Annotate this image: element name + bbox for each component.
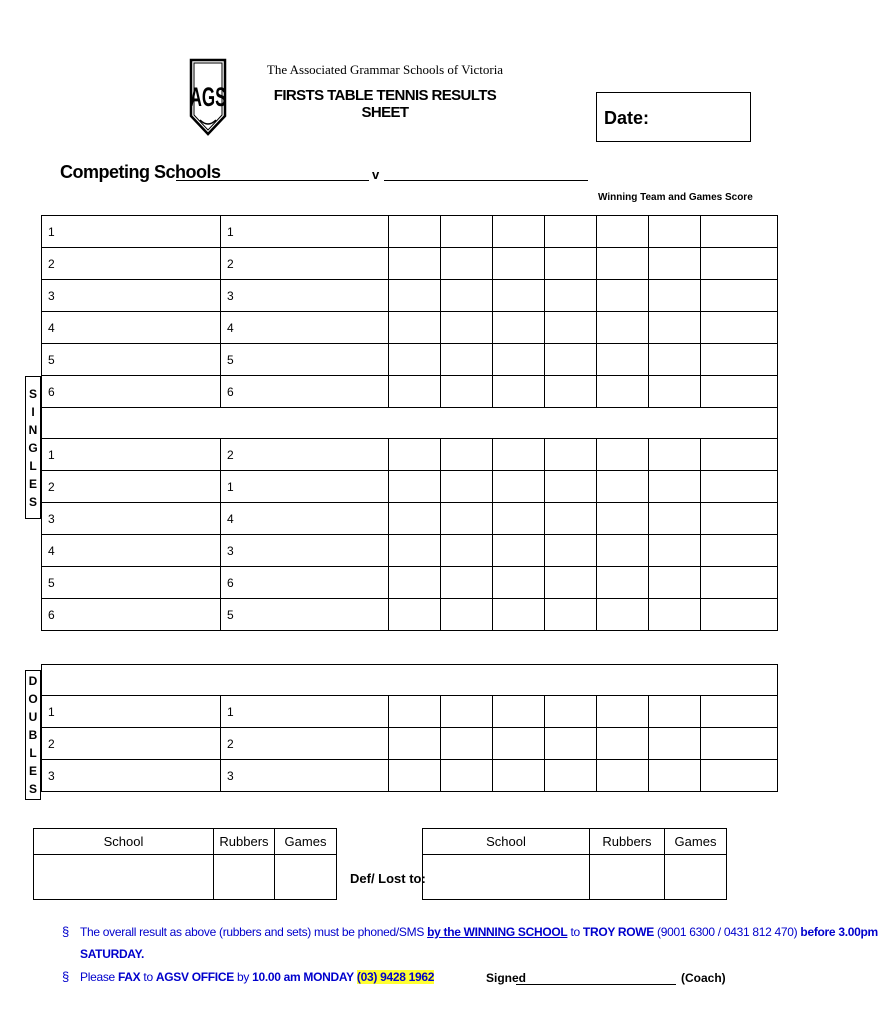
winning-team-cell[interactable] — [701, 696, 778, 728]
summary-table-left — [33, 828, 337, 900]
logo-text: AGS — [189, 80, 227, 112]
game-score-cell[interactable] — [545, 248, 597, 280]
game-score-cell[interactable] — [649, 567, 701, 599]
rubbers-header: Rubbers — [214, 829, 275, 855]
rubbers-header: Rubbers — [590, 829, 665, 855]
winning-team-cell[interactable] — [701, 439, 778, 471]
home-player-number: 5 — [42, 344, 221, 376]
game-score-cell[interactable] — [597, 216, 649, 248]
label-letter: S — [28, 386, 37, 401]
game-score-cell[interactable] — [389, 599, 441, 631]
home-player-number: 2 — [42, 728, 221, 760]
separator-cell — [42, 408, 778, 439]
game-score-cell[interactable] — [597, 696, 649, 728]
game-score-cell[interactable] — [649, 216, 701, 248]
game-score-cell[interactable] — [389, 503, 441, 535]
winning-team-cell[interactable] — [701, 760, 778, 792]
table-separator-row — [42, 408, 778, 439]
game-score-cell[interactable] — [597, 248, 649, 280]
label-letter: I — [31, 404, 35, 419]
game-score-cell[interactable] — [649, 248, 701, 280]
game-score-cell[interactable] — [389, 344, 441, 376]
away-player-number: 1 — [221, 216, 389, 248]
summary-table-right — [422, 828, 727, 900]
game-score-cell[interactable] — [441, 312, 493, 344]
game-score-cell[interactable] — [597, 567, 649, 599]
school-header: School — [423, 829, 590, 855]
game-score-cell[interactable] — [545, 760, 597, 792]
game-score-cell[interactable] — [441, 248, 493, 280]
game-score-cell[interactable] — [493, 567, 545, 599]
home-player-number: 1 — [42, 696, 221, 728]
game-score-cell[interactable] — [441, 216, 493, 248]
versus-label: v — [372, 167, 380, 182]
games-cell[interactable] — [665, 855, 727, 900]
game-score-cell[interactable] — [441, 728, 493, 760]
games-header: Games — [275, 829, 337, 855]
game-score-cell[interactable] — [649, 312, 701, 344]
game-score-cell[interactable] — [649, 471, 701, 503]
def-lost-label: Def/ Lost to: — [350, 871, 426, 886]
game-score-cell[interactable] — [597, 439, 649, 471]
game-score-cell[interactable] — [545, 312, 597, 344]
game-score-cell[interactable] — [441, 280, 493, 312]
game-score-cell[interactable] — [389, 312, 441, 344]
home-player-number: 6 — [42, 599, 221, 631]
game-score-cell[interactable] — [389, 280, 441, 312]
table-row — [42, 216, 778, 248]
game-score-cell[interactable] — [493, 248, 545, 280]
game-score-cell[interactable] — [493, 696, 545, 728]
game-score-cell[interactable] — [493, 599, 545, 631]
table-row — [42, 567, 778, 599]
game-score-cell[interactable] — [389, 471, 441, 503]
label-letter: L — [29, 746, 37, 760]
note-2: Please FAX to AGSV OFFICE by 10.00 am MONDAY (03) 9428 1962 — [80, 970, 435, 984]
game-score-cell[interactable] — [545, 376, 597, 408]
game-score-cell[interactable] — [441, 535, 493, 567]
game-score-cell[interactable] — [545, 216, 597, 248]
game-score-cell[interactable] — [389, 376, 441, 408]
home-player-number: 3 — [42, 280, 221, 312]
date-label: Date: — [604, 108, 650, 128]
table-row — [42, 280, 778, 312]
table-row — [42, 439, 778, 471]
game-score-cell[interactable] — [597, 344, 649, 376]
home-player-number: 5 — [42, 567, 221, 599]
label-letter: G — [28, 440, 38, 455]
game-score-cell[interactable] — [389, 760, 441, 792]
table-separator-row — [42, 665, 778, 696]
game-score-cell[interactable] — [649, 760, 701, 792]
away-player-number: 5 — [221, 599, 389, 631]
school-cell[interactable] — [34, 855, 214, 900]
note-bullet: § — [62, 969, 70, 984]
signature-line[interactable] — [516, 984, 676, 985]
label-letter: E — [28, 764, 37, 778]
table-row — [42, 599, 778, 631]
winning-team-cell[interactable] — [701, 503, 778, 535]
game-score-cell[interactable] — [389, 216, 441, 248]
home-player-number: 2 — [42, 471, 221, 503]
away-player-number: 3 — [221, 760, 389, 792]
home-player-number: 3 — [42, 760, 221, 792]
game-score-cell[interactable] — [597, 760, 649, 792]
game-score-cell[interactable] — [493, 471, 545, 503]
game-score-cell[interactable] — [493, 280, 545, 312]
game-score-cell[interactable] — [597, 312, 649, 344]
label-letter: U — [28, 710, 38, 724]
signed-label: Signed — [486, 971, 527, 985]
table-row — [42, 248, 778, 280]
games-cell[interactable] — [275, 855, 337, 900]
label-letter: O — [28, 692, 38, 706]
game-score-cell[interactable] — [649, 599, 701, 631]
winning-team-cell[interactable] — [701, 599, 778, 631]
table-row — [42, 760, 778, 792]
game-score-cell[interactable] — [441, 503, 493, 535]
game-score-cell[interactable] — [493, 728, 545, 760]
winning-team-cell[interactable] — [701, 535, 778, 567]
game-score-cell[interactable] — [389, 248, 441, 280]
away-player-number: 5 — [221, 344, 389, 376]
games-header: Games — [665, 829, 727, 855]
game-score-cell[interactable] — [493, 344, 545, 376]
coach-label: (Coach) — [681, 971, 726, 985]
school-header: School — [34, 829, 214, 855]
rubbers-cell[interactable] — [590, 855, 665, 900]
game-score-cell[interactable] — [545, 503, 597, 535]
game-score-cell[interactable] — [545, 439, 597, 471]
home-player-number: 6 — [42, 376, 221, 408]
winning-team-cell[interactable] — [701, 728, 778, 760]
home-player-number: 4 — [42, 535, 221, 567]
game-score-cell[interactable] — [493, 439, 545, 471]
away-player-number: 4 — [221, 312, 389, 344]
game-score-cell[interactable] — [493, 760, 545, 792]
winning-team-cell[interactable] — [701, 280, 778, 312]
game-score-cell[interactable] — [649, 280, 701, 312]
game-score-cell[interactable] — [649, 344, 701, 376]
away-player-number: 3 — [221, 535, 389, 567]
table-row — [42, 696, 778, 728]
competing-schools-label: Competing Schools — [60, 162, 221, 182]
table-row — [42, 728, 778, 760]
ags-logo — [188, 58, 228, 138]
doubles-label — [25, 670, 41, 800]
game-score-cell[interactable] — [389, 535, 441, 567]
label-letter: E — [28, 476, 37, 491]
game-score-cell[interactable] — [389, 728, 441, 760]
game-score-cell[interactable] — [389, 567, 441, 599]
note-1-cont: SATURDAY. — [80, 947, 144, 961]
label-letter: S — [28, 494, 37, 509]
game-score-cell[interactable] — [597, 376, 649, 408]
winning-team-cell[interactable] — [701, 471, 778, 503]
away-player-number: 2 — [221, 439, 389, 471]
game-score-cell[interactable] — [441, 696, 493, 728]
home-player-number: 4 — [42, 312, 221, 344]
label-letter: S — [28, 782, 37, 796]
away-player-number: 6 — [221, 376, 389, 408]
game-score-cell[interactable] — [649, 503, 701, 535]
school-2-line[interactable] — [384, 180, 588, 181]
winning-team-cell[interactable] — [701, 216, 778, 248]
game-score-cell[interactable] — [545, 471, 597, 503]
table-row — [42, 376, 778, 408]
game-score-cell[interactable] — [441, 344, 493, 376]
rubbers-cell[interactable] — [214, 855, 275, 900]
table-row — [42, 535, 778, 567]
school-cell[interactable] — [423, 855, 590, 900]
table-row — [42, 344, 778, 376]
fax-number: (03) 9428 1962 — [356, 970, 435, 984]
away-player-number: 3 — [221, 280, 389, 312]
game-score-cell[interactable] — [597, 599, 649, 631]
note-1: The overall result as above (rubbers and sets) must be phoned/SMS by the WINNING SCHOOL to TROY ROWE (9001 6300 / 0431 812 470) before 3.00pm — [80, 925, 878, 939]
game-score-cell[interactable] — [441, 439, 493, 471]
label-letter: B — [28, 728, 38, 742]
table-row — [42, 471, 778, 503]
sheet-title: FIRSTS TABLE TENNIS RESULTS SHEET — [273, 87, 497, 121]
label-letter: D — [28, 674, 38, 688]
game-score-cell[interactable] — [597, 280, 649, 312]
home-player-number: 1 — [42, 439, 221, 471]
school-1-line[interactable] — [176, 180, 369, 181]
table-row — [42, 503, 778, 535]
game-score-cell[interactable] — [545, 728, 597, 760]
label-letter: L — [29, 458, 37, 473]
game-score-cell[interactable] — [545, 696, 597, 728]
doubles-table — [41, 664, 778, 792]
game-score-cell[interactable] — [649, 535, 701, 567]
game-score-cell[interactable] — [493, 216, 545, 248]
singles-table — [41, 215, 778, 631]
game-score-cell[interactable] — [649, 728, 701, 760]
organisation-name: The Associated Grammar Schools of Victoria — [266, 62, 504, 77]
game-score-cell[interactable] — [493, 312, 545, 344]
game-score-cell[interactable] — [389, 439, 441, 471]
game-score-cell[interactable] — [389, 696, 441, 728]
home-player-number: 3 — [42, 503, 221, 535]
label-letter: N — [28, 422, 38, 437]
away-player-number: 4 — [221, 503, 389, 535]
game-score-cell[interactable] — [441, 471, 493, 503]
game-score-cell[interactable] — [597, 728, 649, 760]
game-score-cell[interactable] — [493, 535, 545, 567]
winning-team-cell[interactable] — [701, 344, 778, 376]
game-score-cell[interactable] — [545, 535, 597, 567]
winning-team-cell[interactable] — [701, 312, 778, 344]
home-player-number: 1 — [42, 216, 221, 248]
game-score-cell[interactable] — [545, 344, 597, 376]
game-score-cell[interactable] — [441, 567, 493, 599]
note-bullet: § — [62, 924, 70, 939]
table-row — [42, 312, 778, 344]
away-player-number: 2 — [221, 248, 389, 280]
away-player-number: 6 — [221, 567, 389, 599]
separator-cell — [42, 665, 778, 696]
home-player-number: 2 — [42, 248, 221, 280]
game-score-cell[interactable] — [649, 696, 701, 728]
singles-label — [25, 376, 41, 519]
game-score-cell[interactable] — [649, 439, 701, 471]
game-score-cell[interactable] — [597, 503, 649, 535]
game-score-cell[interactable] — [493, 376, 545, 408]
game-score-cell[interactable] — [545, 280, 597, 312]
winning-team-cell[interactable] — [701, 248, 778, 280]
winning-team-header: Winning Team and Games Score — [598, 192, 753, 203]
game-score-cell[interactable] — [597, 535, 649, 567]
winning-team-cell[interactable] — [701, 376, 778, 408]
game-score-cell[interactable] — [441, 760, 493, 792]
game-score-cell[interactable] — [545, 567, 597, 599]
winning-team-cell[interactable] — [701, 567, 778, 599]
game-score-cell[interactable] — [493, 503, 545, 535]
away-player-number: 1 — [221, 471, 389, 503]
away-player-number: 1 — [221, 696, 389, 728]
game-score-cell[interactable] — [597, 471, 649, 503]
game-score-cell[interactable] — [441, 376, 493, 408]
game-score-cell[interactable] — [649, 376, 701, 408]
game-score-cell[interactable] — [441, 599, 493, 631]
away-player-number: 2 — [221, 728, 389, 760]
game-score-cell[interactable] — [545, 599, 597, 631]
